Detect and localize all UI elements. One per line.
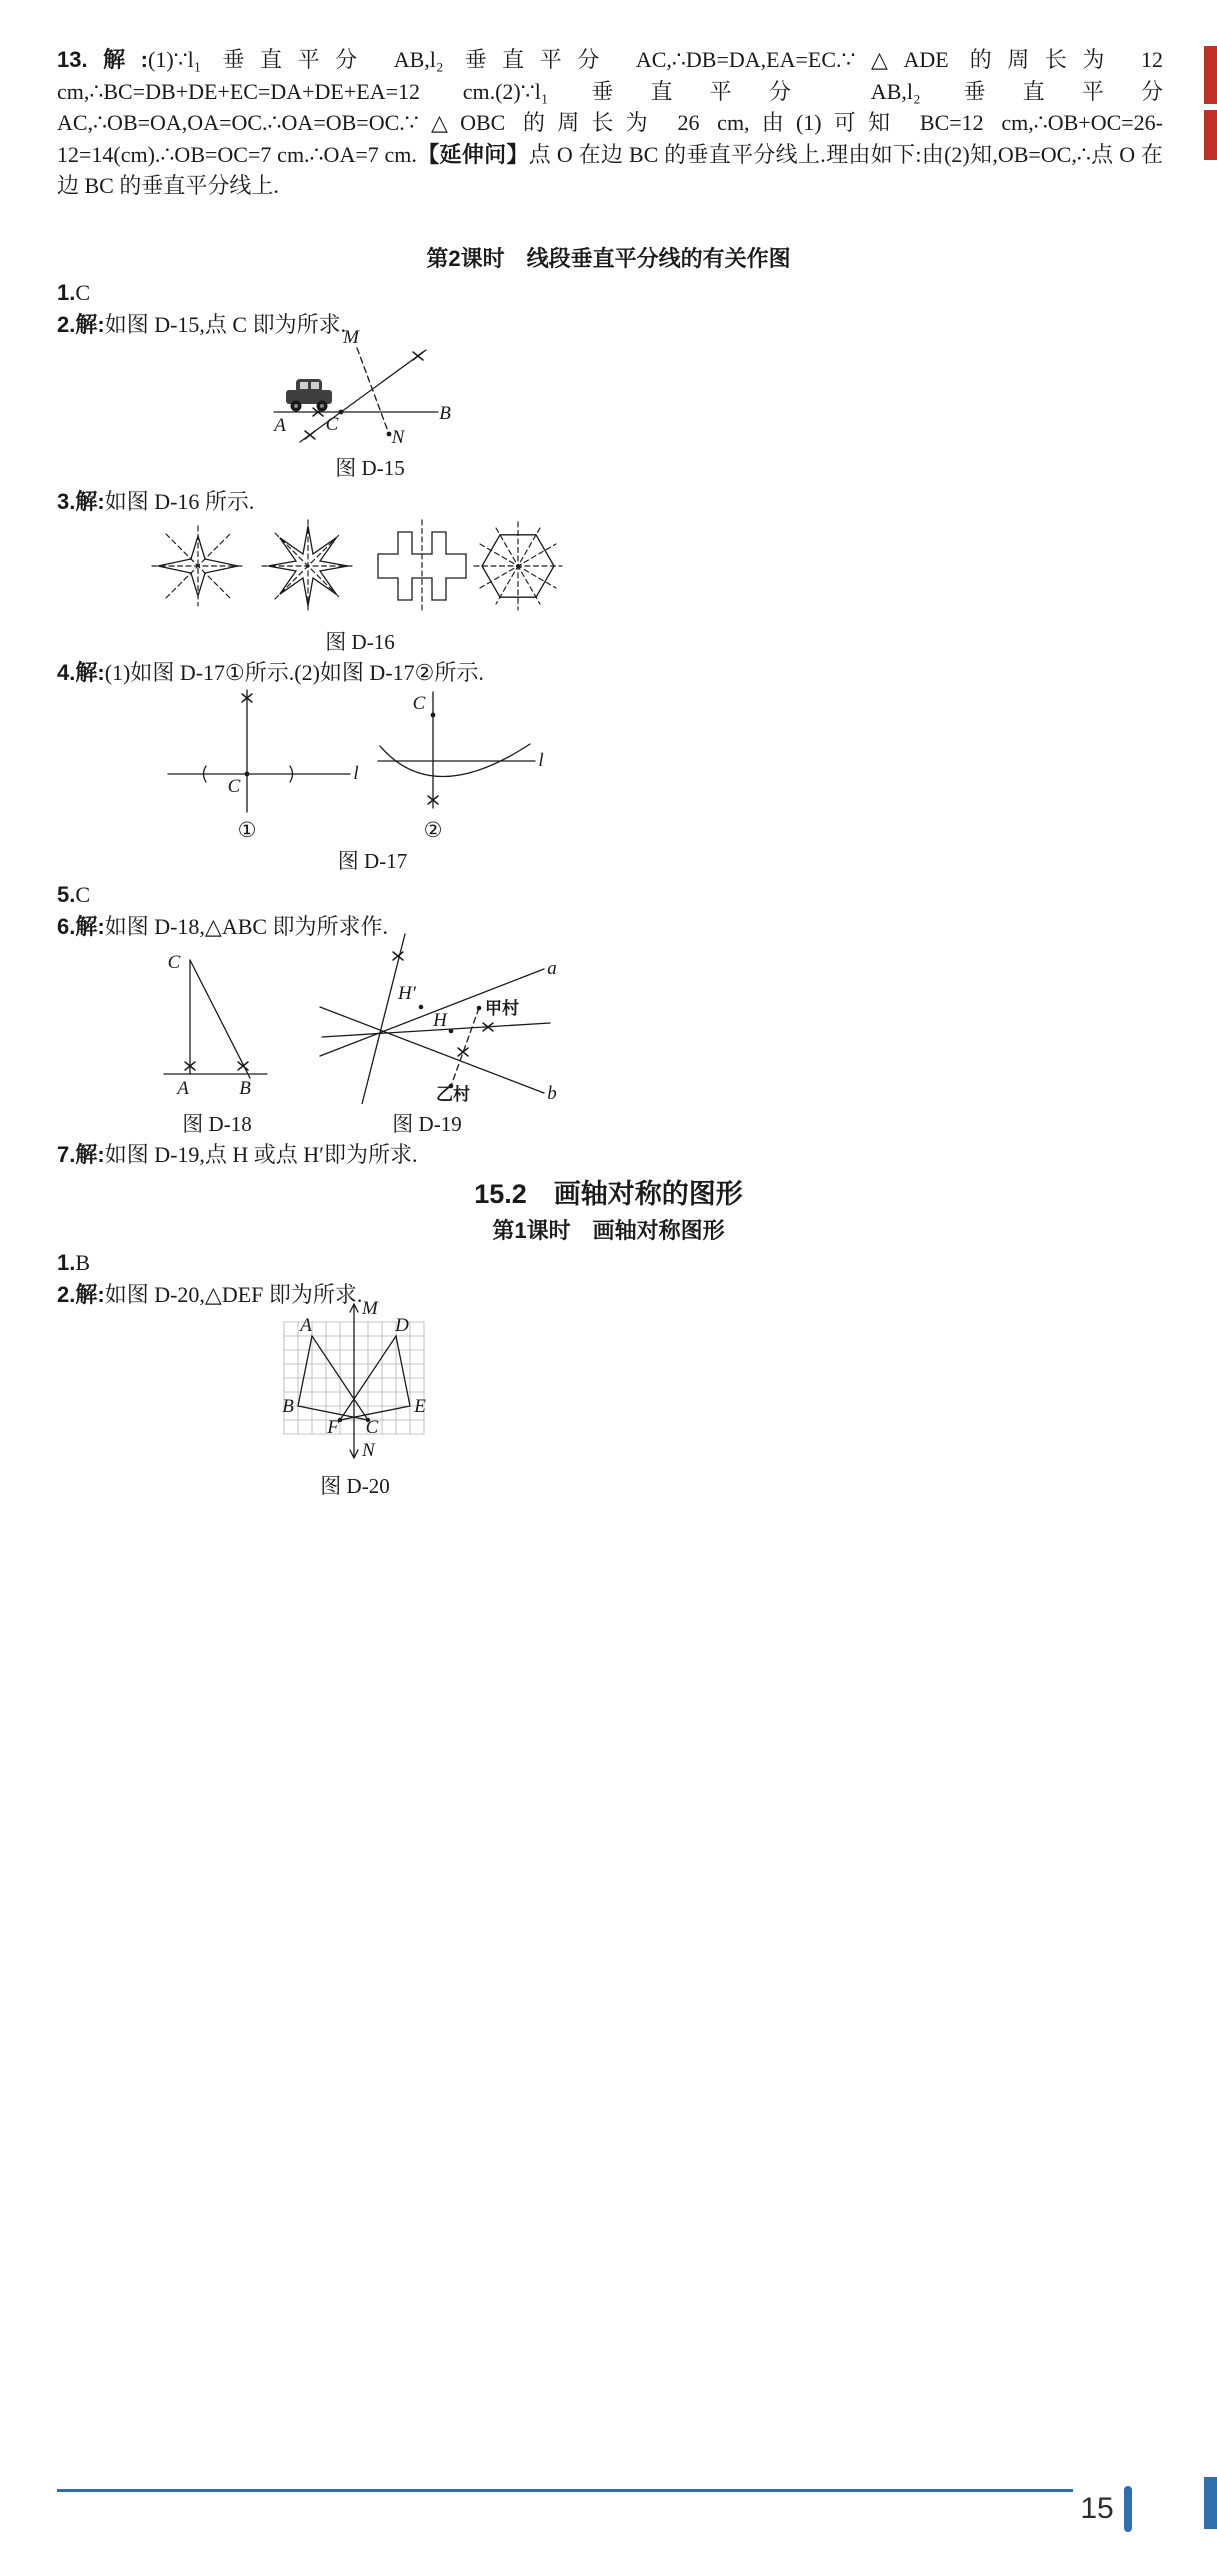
arc-cross-mark (305, 431, 315, 439)
label-H-prime: H′ (398, 983, 416, 1004)
figure-d16-caption: 图 D-16 (325, 630, 395, 654)
subfigure-2 (378, 692, 544, 808)
figure-d15-caption: 图 D-15 (335, 456, 405, 480)
page-number: 15 (1080, 2492, 1114, 2525)
figure-d20-caption: 图 D-20 (320, 1474, 390, 1498)
triangle-side-CB (190, 960, 250, 1078)
label-A: A (177, 1078, 189, 1099)
label-B: B (439, 403, 451, 424)
print-mark-red-top (1204, 46, 1217, 104)
label-C: C (325, 414, 339, 435)
label-C: C (227, 776, 241, 797)
figure-d18-caption: 图 D-18 (182, 1112, 252, 1136)
answer-1: 1.C (57, 280, 91, 305)
footer-rule (57, 2489, 1073, 2492)
figure-d17 (150, 682, 580, 827)
answer-2: 2.解:如图 D-15,点 C 即为所求. (57, 312, 347, 337)
road-b (320, 1007, 544, 1093)
problem-13-solution: 13.解:(1)∵l₁ 垂直平分 AB,l₂ 垂直平分 AC,∴DB=DA,EA=EC.∵△ADE 的周长为 12 cm,∴BC=DB+DE+EC=DA+DE+EA=12 cm.(2)∵l₁ 垂直平分 AB,l₂ 垂直平分 AC,∴OB=OA,OA=OC.∴OA=OB=OC.∵△OBC 的周长为 26 cm,由(1)可知 BC=12 cm,∴OB+OC=26-12=14(cm).∴OB=OC=7 cm.∴OA=7 cm.【延伸问】点 O 在边 BC 的垂直平分线上.理由如下:由(2)知,OB=OC,∴点 O 在边 BC 的垂直平分线上. (57, 47, 1163, 198)
answer-6: 6.解:如图 D-18,△ABC 即为所求作. (57, 914, 389, 939)
label-M: M (343, 330, 359, 348)
label-village-yi: 乙村 (436, 1085, 470, 1104)
section-header-15-2: 15.2 画轴对称的图形 (474, 1179, 743, 1209)
label-a: a (547, 958, 557, 979)
label-C: C (365, 1417, 379, 1438)
print-mark-red-bottom (1204, 110, 1217, 160)
figure-d17-caption: 图 D-17 (337, 849, 408, 873)
answer-3: 3.解:如图 D-16 所示. (57, 489, 255, 514)
label-C: C (167, 952, 181, 973)
section-header-lesson2: 第2课时 线段垂直平分线的有关作图 (426, 246, 791, 271)
figure-d20 (272, 1298, 442, 1468)
label-H: H (433, 1010, 447, 1031)
perpendicular-line (362, 934, 405, 1104)
label-N: N (391, 427, 405, 448)
answer-b2: 2.解:如图 D-20,△DEF 即为所求. (57, 1282, 363, 1307)
label-village-jia: 甲村 (485, 999, 519, 1018)
label-C: C (412, 693, 426, 714)
answer-b1: 1.B (57, 1250, 91, 1275)
page-number-accent-bar (1124, 2486, 1132, 2532)
compass-arc (380, 744, 530, 777)
label-A: A (274, 415, 286, 436)
hexagon-shape (474, 522, 562, 610)
figure-d15 (258, 330, 488, 448)
answer-4: 4.解:(1)如图 D-17①所示.(2)如图 D-17②所示. (57, 660, 484, 685)
label-M: M (362, 1298, 378, 1319)
answer-7: 7.解:如图 D-19,点 H 或点 H′即为所求. (57, 1142, 418, 1167)
answer-5: 5.C (57, 882, 91, 907)
label-l: l (353, 763, 359, 784)
eight-point-star (262, 520, 354, 612)
subfigure-1 (168, 690, 359, 812)
section-header-lesson1: 第1课时 画轴对称图形 (492, 1218, 725, 1243)
label-l: l (538, 750, 544, 771)
subfigure-2-number: ② (423, 818, 443, 842)
figure-d18 (152, 936, 282, 1104)
label-D: D (395, 1315, 409, 1336)
label-E: E (414, 1396, 426, 1417)
figure-d16 (150, 510, 590, 622)
print-mark-blue (1204, 2477, 1217, 2529)
label-B: B (282, 1396, 294, 1417)
arc-cross-mark (413, 352, 423, 360)
village-dashed-segment (451, 1008, 479, 1086)
label-B: B (239, 1078, 251, 1099)
subfigure-1-number: ① (237, 818, 257, 842)
label-b: b (547, 1083, 557, 1104)
bisector-dashed-line (357, 348, 389, 434)
label-A: A (300, 1315, 312, 1336)
figure-d19-caption: 图 D-19 (392, 1112, 462, 1136)
car-illustration (286, 379, 332, 412)
crenellated-cross-shape (378, 520, 466, 612)
label-F: F (327, 1417, 339, 1438)
label-N: N (362, 1440, 375, 1461)
four-point-star (152, 526, 244, 606)
figure-d19 (312, 928, 577, 1104)
